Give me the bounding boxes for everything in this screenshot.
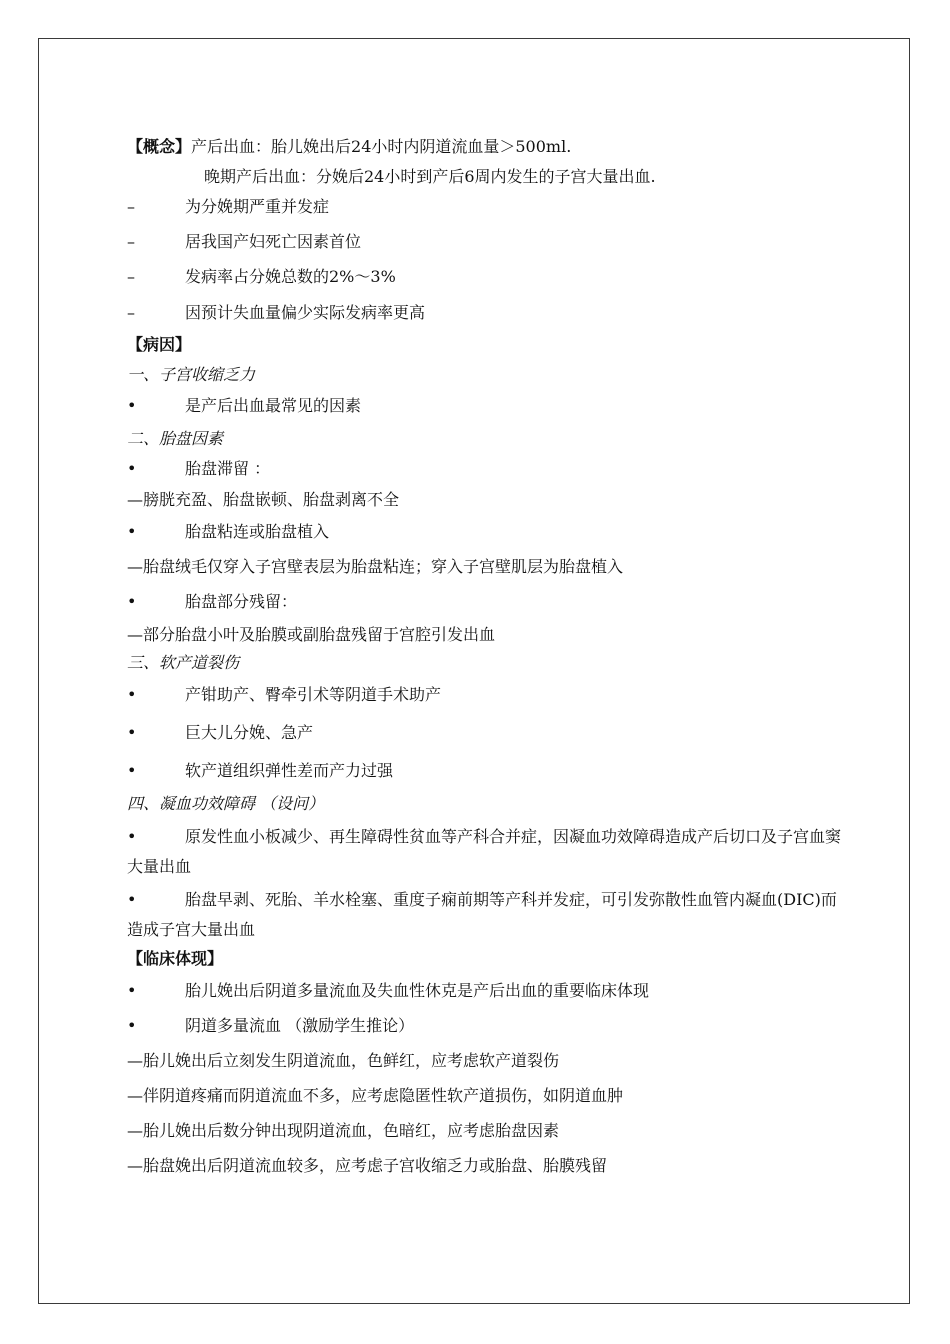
- concept-point-text: 发病率占分娩总数的2%～3%: [185, 267, 396, 286]
- concept-heading: 【概念】: [127, 137, 192, 156]
- bullet-marker: •: [127, 396, 137, 415]
- cause-section-2-title: 二、胎盘因素: [127, 429, 224, 448]
- clinical-bullet: [127, 1016, 850, 1036]
- cause-bullet: [127, 592, 850, 612]
- clinical-detail: —胎儿娩出后立刻发生阴道流血，色鲜红，应考虑软产道裂伤: [127, 1051, 560, 1070]
- cause-bullet: [127, 396, 850, 416]
- cause-paragraph: [127, 822, 850, 882]
- bullet-marker: •: [127, 1016, 137, 1035]
- concept-point: [127, 197, 850, 217]
- concept-definition-2: 晚期产后出血：分娩后24小时到产后6周内发生的子宫大量出血.: [204, 167, 656, 186]
- cause-bullet: [127, 459, 850, 479]
- clinical-heading: 【临床体现】: [127, 949, 224, 968]
- clinical-detail: —伴阴道疼痛而阴道流血不多，应考虑隐匿性软产道损伤，如阴道血肿: [127, 1086, 624, 1105]
- cause-paragraph: [127, 885, 850, 945]
- cause-paragraph-text: 原发性血小板减少、再生障碍性贫血等产科合并症，因凝血功效障碍造成产后切口及子宫血窦大量出血: [127, 827, 842, 876]
- concept-definition-1: 产后出血：胎儿娩出后24小时内阴道流血量＞500ml.: [191, 137, 572, 156]
- cause-bullet: [127, 761, 850, 781]
- clinical-bullet-text: 胎儿娩出后阴道多量流血及失血性休克是产后出血的重要临床体现: [185, 981, 650, 1000]
- cause-bullet-text: 是产后出血最常见的因素: [185, 396, 362, 415]
- clinical-detail: —胎盘娩出后阴道流血较多，应考虑子宫收缩乏力或胎盘、胎膜残留: [127, 1156, 608, 1175]
- dash-marker: –: [127, 303, 135, 322]
- bullet-marker: •: [127, 685, 137, 704]
- concept-point-text: 居我国产妇死亡因素首位: [185, 232, 362, 251]
- bullet-marker: •: [127, 761, 137, 780]
- cause-bullet-text: 软产道组织弹性差而产力过强: [185, 761, 394, 780]
- cause-section-1-title: 一、子宫收缩乏力: [127, 365, 256, 384]
- bullet-marker: •: [127, 459, 137, 478]
- concept-point: [127, 303, 850, 323]
- cause-bullet-text: 胎盘部分残留：: [185, 592, 298, 611]
- concept-point: [127, 267, 850, 287]
- cause-detail: —部分胎盘小叶及胎膜或副胎盘残留于宫腔引发出血: [127, 625, 496, 644]
- cause-detail: —膀胱充盈、胎盘嵌顿、胎盘剥离不全: [127, 490, 400, 509]
- cause-bullet-text: 胎盘粘连或胎盘植入: [185, 522, 330, 541]
- bullet-marker: •: [127, 522, 137, 541]
- bullet-marker: •: [127, 981, 137, 1000]
- clinical-bullet-text: 阴道多量流血 （激励学生推论）: [185, 1016, 415, 1035]
- cause-bullet-text: 胎盘滞留 ：: [185, 459, 271, 478]
- cause-section-3-title: 三、软产道裂伤: [127, 653, 240, 672]
- clinical-bullet: [127, 981, 850, 1001]
- cause-paragraph-text: 胎盘早剥、死胎、羊水栓塞、重度子痫前期等产科并发症，可引发弥散性血管内凝血(DIC)而造成子宫大量出血: [127, 890, 837, 939]
- bullet-marker: •: [127, 890, 137, 909]
- cause-bullet-text: 巨大儿分娩、急产: [185, 723, 314, 742]
- concept-point-text: 为分娩期严重并发症: [185, 197, 330, 216]
- concept-point-text: 因预计失血量偏少实际发病率更高: [185, 303, 426, 322]
- dash-marker: –: [127, 267, 135, 286]
- dash-marker: –: [127, 232, 135, 251]
- cause-heading: 【病因】: [127, 335, 192, 354]
- concept-point: [127, 232, 850, 252]
- dash-marker: –: [127, 197, 135, 216]
- bullet-marker: •: [127, 592, 137, 611]
- bullet-marker: •: [127, 827, 137, 846]
- clinical-detail: —胎儿娩出后数分钟出现阴道流血，色暗红，应考虑胎盘因素: [127, 1121, 560, 1140]
- cause-bullet: [127, 723, 850, 743]
- cause-bullet: [127, 685, 850, 705]
- bullet-marker: •: [127, 723, 137, 742]
- cause-detail: —胎盘绒毛仅穿入子宫壁表层为胎盘粘连；穿入子宫壁肌层为胎盘植入: [127, 557, 624, 576]
- cause-bullet: [127, 522, 850, 542]
- concept-line-1: [127, 137, 850, 157]
- cause-bullet-text: 产钳助产、臀牵引术等阴道手术助产: [185, 685, 442, 704]
- cause-section-4-title: 四、凝血功效障碍 （设问）: [127, 794, 325, 813]
